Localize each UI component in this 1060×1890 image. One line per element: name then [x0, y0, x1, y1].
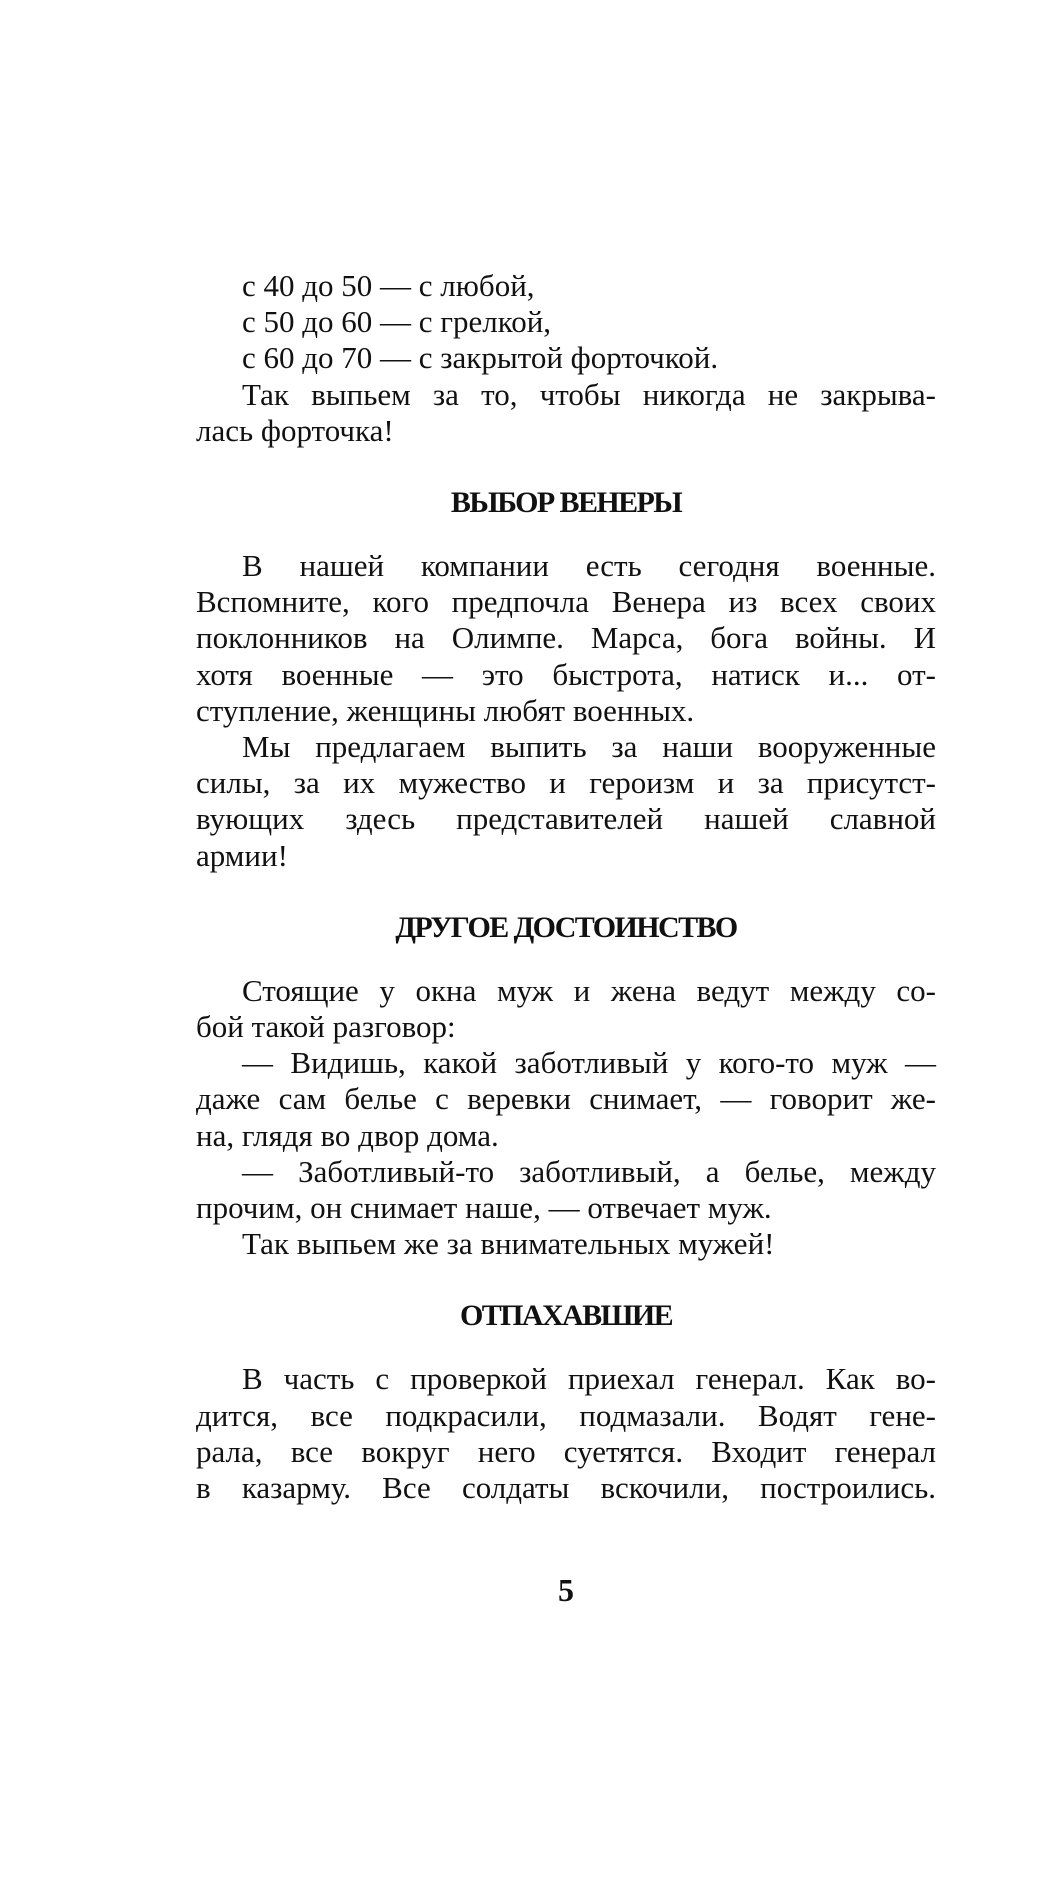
text-line: вующих здесь представителей нашей славной	[196, 801, 936, 837]
text-line: Так выпьем за то, чтобы никогда не закрыва-	[242, 376, 936, 412]
text-line: даже сам белье с веревки снимает, — говорит же-	[196, 1081, 936, 1117]
text-line: прочим, он снимает наше, — отвечает муж.	[196, 1190, 772, 1226]
text-line: — Заботливый-то заботливый, а белье, между	[242, 1153, 936, 1189]
text-line: — Видишь, какой заботливый у кого-то муж —	[242, 1045, 936, 1081]
text-line: с 40 до 50 — с любой,	[242, 268, 535, 303]
text-line: в казарму. Все солдаты вскочили, построились.	[196, 1470, 936, 1506]
section-title: ВЫБОР ВЕНЕРЫ	[450, 486, 682, 520]
continuation-block	[196, 268, 936, 449]
section-body	[196, 548, 936, 874]
text-line: с 60 до 70 — с закрытой форточкой.	[242, 340, 719, 376]
text-line: Так выпьем же за внимательных мужей!	[242, 1226, 775, 1262]
page-body	[196, 268, 936, 1506]
text-line: Мы предлагаем выпить за наши вооруженные	[242, 729, 936, 765]
text-line: бой такой разговор:	[196, 1009, 456, 1045]
text-line: дится, все подкрасили, подмазали. Водят гене-	[196, 1397, 936, 1433]
text-line: Вспомните, кого предпочла Венера из всех своих	[196, 584, 936, 620]
text-line: силы, за их мужество и героизм и за присутст-	[196, 765, 936, 801]
text-line: ступление, женщины любят военных.	[196, 692, 695, 728]
section-otpahavshie	[196, 1298, 936, 1506]
text-line: лась форточка!	[196, 412, 394, 448]
text-line: рала, все вокруг него суетятся. Входит генерал	[196, 1433, 936, 1469]
section-drugoe-dostoinstvo	[196, 910, 936, 1263]
text-line: армии!	[196, 837, 288, 873]
section-title: ДРУГОЕ ДОСТОИНСТВО	[395, 910, 737, 944]
section-vybor-venery	[196, 485, 936, 874]
text-line: хотя военные — это быстрота, натиск и... от-	[196, 656, 936, 692]
text-line: с 50 до 60 — с грелкой,	[242, 304, 552, 340]
section-body	[196, 973, 936, 1263]
text-line: на, глядя во двор дома.	[196, 1117, 499, 1153]
section-body	[196, 1361, 936, 1506]
page-number: 5	[558, 1572, 574, 1608]
text-line: В нашей компании есть сегодня военные.	[242, 548, 936, 584]
section-title: ОТПАХАВШИЕ	[460, 1299, 672, 1333]
text-line: В часть с проверкой приехал генерал. Как во-	[242, 1361, 936, 1397]
text-line: поклонников на Олимпе. Марса, бога войны. И	[196, 620, 936, 656]
text-line: Стоящие у окна муж и жена ведут между со-	[242, 972, 936, 1008]
